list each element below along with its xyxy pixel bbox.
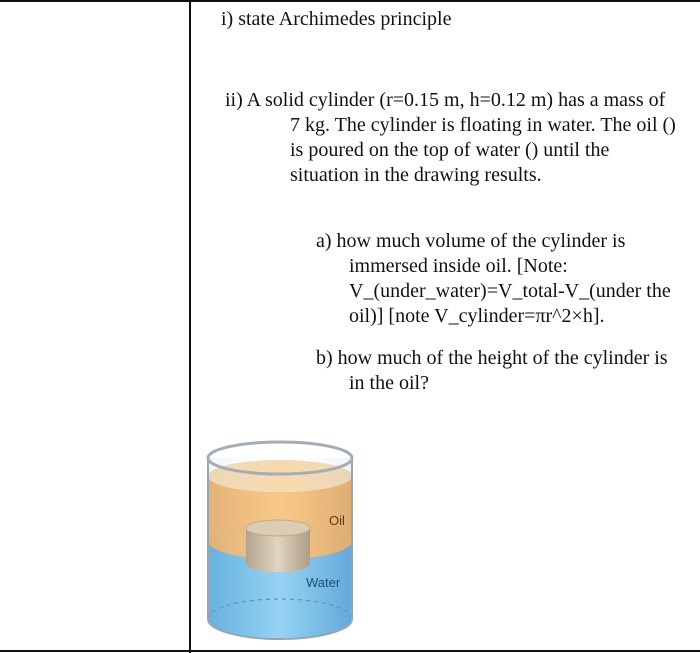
question-part-ii-continuation: 7 kg. The cylinder is floating in water. The oil () is poured on the top of water () until the situation in the drawing results. — [290, 114, 676, 186]
question-part-ii — [225, 88, 685, 188]
question-a-first-line: a) how much volume of the cylinder is — [316, 230, 626, 252]
question-a — [316, 229, 700, 329]
table-column-divider — [189, 0, 191, 653]
question-b-first-line: b) how much of the height of the cylinder is — [316, 347, 668, 369]
question-b — [316, 346, 700, 396]
left-column-cell — [0, 2, 189, 650]
question-b-continuation: in the oil? — [349, 372, 429, 394]
glass-container — [208, 458, 352, 639]
water-label: Water — [306, 575, 341, 590]
oil-label: Oil — [329, 513, 345, 528]
cylinder-in-oil-and-water-figure — [200, 436, 360, 642]
question-a-continuation: immersed inside oil. [Note: V_(under_water)=V_total-V_(under the oil)] [note V_cylinder=πr^2×h]. — [349, 255, 671, 327]
question-part-i: i) state Archimedes principle — [221, 8, 452, 30]
table-bottom-border — [0, 650, 700, 652]
question-part-ii-first-line: ii) A solid cylinder (r=0.15 m, h=0.12 m) has a mass of — [225, 89, 666, 111]
